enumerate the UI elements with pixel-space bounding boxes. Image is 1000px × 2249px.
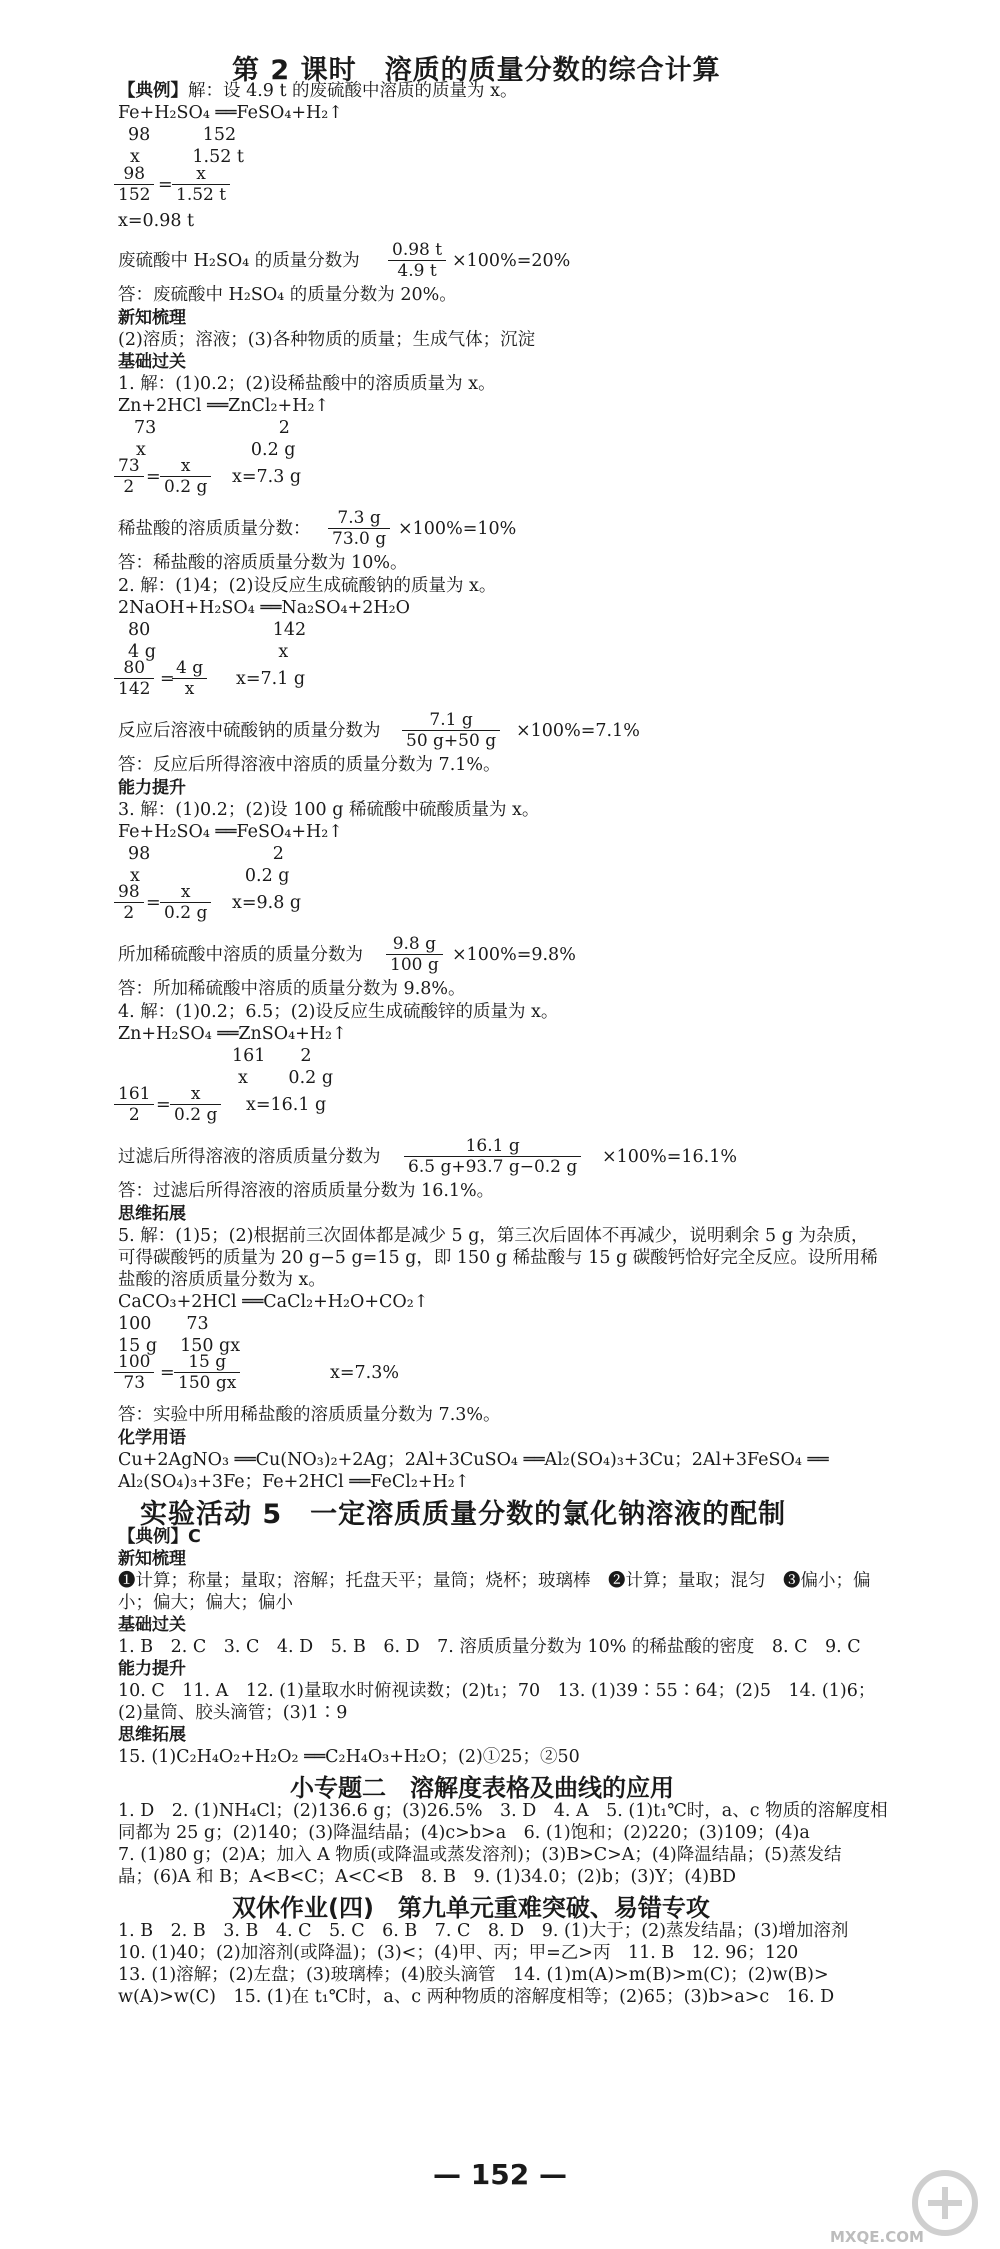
thinking-head: 思维拓展 (118, 1204, 186, 1224)
q1-pct-prefix: 稀盐酸的溶质质量分数： (118, 519, 311, 539)
q5-line2: 可得碳酸钙的质量为 20 g−5 g=15 g，即 150 g 稀盐酸与 15 g 碳酸钙恰好完全反应。设所用稀 (118, 1248, 878, 1268)
q3-equation: Fe+H₂SO₄ ══FeSO₄+H₂↑ (118, 822, 343, 842)
example-ratio-row2: x 1.52 t (130, 147, 244, 167)
q4-equation: Zn+H₂SO₄ ══ZnSO₄+H₂↑ (118, 1024, 347, 1044)
q5-ratio-row2: 15 g 150 gx (118, 1336, 241, 1356)
q5-ratio-row1: 100 73 (118, 1314, 209, 1334)
special-line3: 7. (1)80 g；(2)A；加入 A 物质(或降温或蒸发溶剂)；(3)B>C>A；(4)降温结晶；(5)蒸发结 (118, 1845, 842, 1865)
q1-fraction-b: $\frac{x}{0.2 g}$ (160, 456, 211, 497)
example-x-result: x=0.98 t (118, 211, 195, 231)
example-line1: 解：设 4.9 t 的废硫酸中溶质的质量为 x。 (188, 81, 518, 101)
q4-pct-fraction: $\frac{16.1 g}{6.5 g+93.7 g-0.2 g}$ (404, 1136, 581, 1177)
example-ratio-row1: 98 152 (128, 125, 237, 145)
q3-text: 3. 解：(1)0.2；(2)设 100 g 稀硫酸中硫酸质量为 x。 (118, 800, 540, 820)
example-pct-prefix: 废硫酸中 H₂SO₄ 的质量分数为 (118, 251, 360, 271)
chem-line1: Cu+2AgNO₃ ══Cu(NO₃)₂+2Ag；2Al+3CuSO₄ ══Al₂(SO₄)₃+3Cu；2Al+3FeSO₄ ══ (118, 1450, 829, 1470)
activity-new-line2: 小；偏大；偏大；偏小 (118, 1593, 293, 1613)
q1-x-result: x=7.3 g (232, 467, 302, 487)
q4-ratio-row2: x 0.2 g (238, 1068, 334, 1088)
q1-answer: 答：稀盐酸的溶质质量分数为 10%。 (118, 553, 408, 573)
q4-fraction-b: $\frac{x}{0.2 g}$ (170, 1084, 221, 1125)
watermark-text: MXQE.COM (830, 2228, 924, 2246)
new-knowledge-head: 新知梳理 (118, 308, 186, 328)
activity-new-head: 新知梳理 (118, 1549, 186, 1569)
homework-line4: w(A)>w(C) 15. (1)在 t₁℃时，a、c 两种物质的溶解度相等；(2)65；(3)b>a>c 16. D (118, 1987, 835, 2007)
q1-ratio-row1: 73 2 (134, 418, 290, 438)
q2-fraction-a: $\frac{80}{142}$ (114, 658, 154, 699)
activity-ability-line1: 10. C 11. A 12. (1)量取水时俯视读数；(2)t₁；70 13. (1)39∶55∶64；(2)5 14. (1)6； (118, 1681, 876, 1701)
q2-ratio-row1: 80 142 (128, 620, 307, 640)
q3-pct-prefix: 所加稀硫酸中溶质的质量分数为 (118, 945, 363, 965)
q3-pct-fraction: $\frac{9.8 g}{100 g}$ (386, 934, 443, 975)
q4-eq-sign: = (156, 1095, 171, 1115)
homework-line1: 1. B 2. B 3. B 4. C 5. C 6. B 7. C 8. D 9. (1)大于；(2)蒸发结晶；(3)增加溶剂 (118, 1921, 849, 1941)
q3-eq-sign: = (146, 893, 161, 913)
q2-x-result: x=7.1 g (236, 669, 306, 689)
q4-answer: 答：过滤后所得溶液的溶质质量分数为 16.1%。 (118, 1181, 495, 1201)
q3-ratio-row1: 98 2 (128, 844, 284, 864)
special-line1: 1. D 2. (1)NH₄Cl；(2)136.6 g；(3)26.5% 3. D 4. A 5. (1)t₁℃时，a、c 物质的溶解度相 (118, 1801, 888, 1821)
q5-answer: 答：实验中所用稀盐酸的溶质质量分数为 7.3%。 (118, 1405, 501, 1425)
example-answer: 答：废硫酸中 H₂SO₄ 的质量分数为 20%。 (118, 285, 457, 305)
example-eq-sign: = (158, 175, 173, 195)
chem-head: 化学用语 (118, 1428, 186, 1448)
lesson-title: 第 2 课时 溶质的质量分数的综合计算 (232, 55, 721, 86)
activity-thinking-line1: 15. (1)C₂H₄O₂+H₂O₂ ══C₂H₄O₃+H₂O；(2)①25；②50 (118, 1747, 580, 1767)
q4-text: 4. 解：(1)0.2；6.5；(2)设反应生成硫酸锌的质量为 x。 (118, 1002, 559, 1022)
homework-title: 双休作业(四) 第九单元重难突破、易错专攻 (232, 1894, 710, 1922)
q2-eq-sign: = (160, 669, 175, 689)
new-knowledge-text: (2)溶质；溶液；(3)各种物质的质量；生成气体；沉淀 (118, 330, 536, 350)
q3-fraction-b: $\frac{x}{0.2 g}$ (160, 882, 211, 923)
activity-title: 实验活动 5 一定溶质质量分数的氯化钠溶液的配制 (140, 1499, 787, 1530)
q2-text: 2. 解：(1)4；(2)设反应生成硫酸钠的质量为 x。 (118, 576, 497, 596)
activity-ability-head: 能力提升 (118, 1659, 186, 1679)
q2-pct-prefix: 反应后溶液中硫酸钠的质量分数为 (118, 721, 381, 741)
example-label: 【典例】 (118, 81, 188, 101)
example-fraction-b: $\frac{x}{1.52 t}$ (172, 164, 230, 205)
q1-fraction-a: $\frac{73}{2}$ (114, 456, 144, 497)
q4-ratio-row1: 161 2 (232, 1046, 312, 1066)
activity-basic-head: 基础过关 (118, 1615, 186, 1635)
special-line2: 同都为 25 g；(2)140；(3)降温结晶；(4)c>b>a 6. (1)饱和；(2)220；(3)109；(4)a (118, 1823, 810, 1843)
q4-pct-suffix: ×100%=16.1% (602, 1147, 737, 1167)
special-title: 小专题二 溶解度表格及曲线的应用 (290, 1774, 674, 1802)
q5-fraction-a: $\frac{100}{73}$ (114, 1352, 154, 1393)
q1-equation: Zn+2HCl ══ZnCl₂+H₂↑ (118, 396, 330, 416)
q3-answer: 答：所加稀硫酸中溶质的质量分数为 9.8%。 (118, 979, 466, 999)
q3-pct-suffix: ×100%=9.8% (452, 945, 576, 965)
q2-fraction-b: $\frac{4 g}{x}$ (172, 658, 207, 699)
q3-ratio-row2: x 0.2 g (130, 866, 290, 886)
q2-pct-suffix: ×100%=7.1% (516, 721, 640, 741)
q1-eq-sign: = (146, 467, 161, 487)
example-intro (118, 80, 517, 102)
homework-line3: 13. (1)溶解；(2)左盘；(3)玻璃棒；(4)胶头滴管 14. (1)m(A)>m(B)>m(C)；(2)w(B)> (118, 1965, 829, 1985)
q4-x-result: x=16.1 g (246, 1095, 327, 1115)
example-pct-fraction: $\frac{0.98 t}{4.9 t}$ (388, 240, 446, 281)
q4-fraction-a: $\frac{161}{2}$ (114, 1084, 154, 1125)
q4-pct-prefix: 过滤后所得溶液的溶质质量分数为 (118, 1147, 381, 1167)
q5-x-result: x=7.3% (330, 1363, 399, 1383)
q5-line1: 5. 解：(1)5；(2)根据前三次固体都是减少 5 g，第三次后固体不再减少，说明剩余 5 g 为杂质， (118, 1226, 869, 1246)
example-pct-suffix: ×100%=20% (452, 251, 571, 271)
q1-text: 1. 解：(1)0.2；(2)设稀盐酸中的溶质质量为 x。 (118, 374, 496, 394)
basic-head: 基础过关 (118, 352, 186, 372)
chem-line2: Al₂(SO₄)₃+3Fe；Fe+2HCl ══FeCl₂+H₂↑ (118, 1472, 470, 1492)
activity-basic-line1: 1. B 2. C 3. C 4. D 5. B 6. D 7. 溶质质量分数为 10% 的稀盐酸的密度 8. C 9. C (118, 1637, 861, 1657)
special-line4: 晶；(6)A 和 B；A<B<C；A<C<B 8. B 9. (1)34.0；(2)b；(3)Y；(4)BD (118, 1867, 736, 1887)
q1-ratio-row2: x 0.2 g (136, 440, 296, 460)
example-equation: Fe+H₂SO₄ ══FeSO₄+H₂↑ (118, 103, 343, 123)
activity-thinking-head: 思维拓展 (118, 1725, 186, 1745)
activity-new-line1: ❶计算；称量；量取；溶解；托盘天平；量筒；烧杯；玻璃棒 ❷计算；量取；混匀 ❸偏小；偏 (118, 1571, 871, 1591)
q2-equation: 2NaOH+H₂SO₄ ══Na₂SO₄+2H₂O (118, 598, 410, 618)
q2-pct-fraction: $\frac{7.1 g}{50 g+50 g}$ (402, 710, 500, 751)
q5-line3: 盐酸的溶质质量分数为 x。 (118, 1270, 326, 1290)
activity-ability-line2: (2)量筒、胶头滴管；(3)1∶9 (118, 1703, 348, 1723)
q1-pct-fraction: $\frac{7.3 g}{73.0 g}$ (328, 508, 390, 549)
q2-answer: 答：反应后所得溶液中溶质的质量分数为 7.1%。 (118, 755, 501, 775)
q3-fraction-a: $\frac{98}{2}$ (114, 882, 144, 923)
q5-eq-sign: = (160, 1363, 175, 1383)
ability-head: 能力提升 (118, 778, 186, 798)
activity-example: 【典例】C (118, 1527, 201, 1547)
homework-line2: 10. (1)40；(2)加溶剂(或降温)；(3)<；(4)甲、丙；甲=乙>丙 11. B 12. 96；120 (118, 1943, 799, 1963)
q5-equation: CaCO₃+2HCl ══CaCl₂+H₂O+CO₂↑ (118, 1292, 429, 1312)
q5-fraction-b: $\frac{15 g}{150 gx}$ (174, 1352, 240, 1393)
q3-x-result: x=9.8 g (232, 893, 302, 913)
q2-ratio-row2: 4 g x (128, 642, 289, 662)
page-number: — 152 — (433, 2158, 567, 2191)
q1-pct-suffix: ×100%=10% (398, 519, 517, 539)
example-fraction-a: $\frac{98}{152}$ (114, 164, 154, 205)
